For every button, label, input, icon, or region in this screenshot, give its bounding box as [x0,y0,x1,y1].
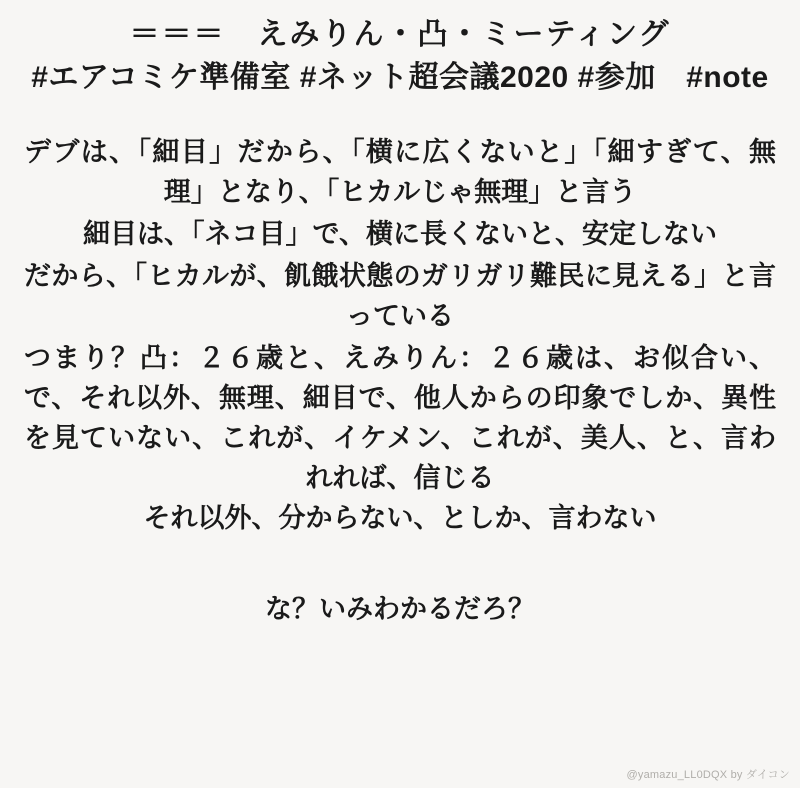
post-paragraph: それ以外、分からない、としか、言わない [143,502,657,533]
post-paragraph: だから、「ヒカルが、飢餓状態のガリガリ難民に見える」と言っている [24,261,776,331]
post-closing-line: な？いみわかるだろ？ [265,593,535,624]
post-paragraph: つまり？凸：２６歳と、えみりん：２６歳は、お似合い、で、それ以外、無理、細目で、他人からの印象でしか、異性を見ていない、これが、イケメン、これが、美人、と、言われれば、信じる [24,342,776,493]
post-title-line-1: ＝＝＝ えみりん・凸・ミーティング [129,18,671,51]
post-title-hashtags: #エアコミケ準備室 #ネット超会議2020 #参加 #note [31,60,769,94]
post-paragraph: デブは、「細目」だから、「横に広くないと」「細すぎて、無理」となり、「ヒカルじゃ無理」と言う [24,137,776,208]
post-body [24,133,776,539]
watermark-credit: @yamazu_LL0DQX by ダイコン [626,769,790,781]
post-title [30,14,770,99]
post-paragraph: 細目は、「ネコ目」で、横に長くないと、安定しない [83,219,717,250]
